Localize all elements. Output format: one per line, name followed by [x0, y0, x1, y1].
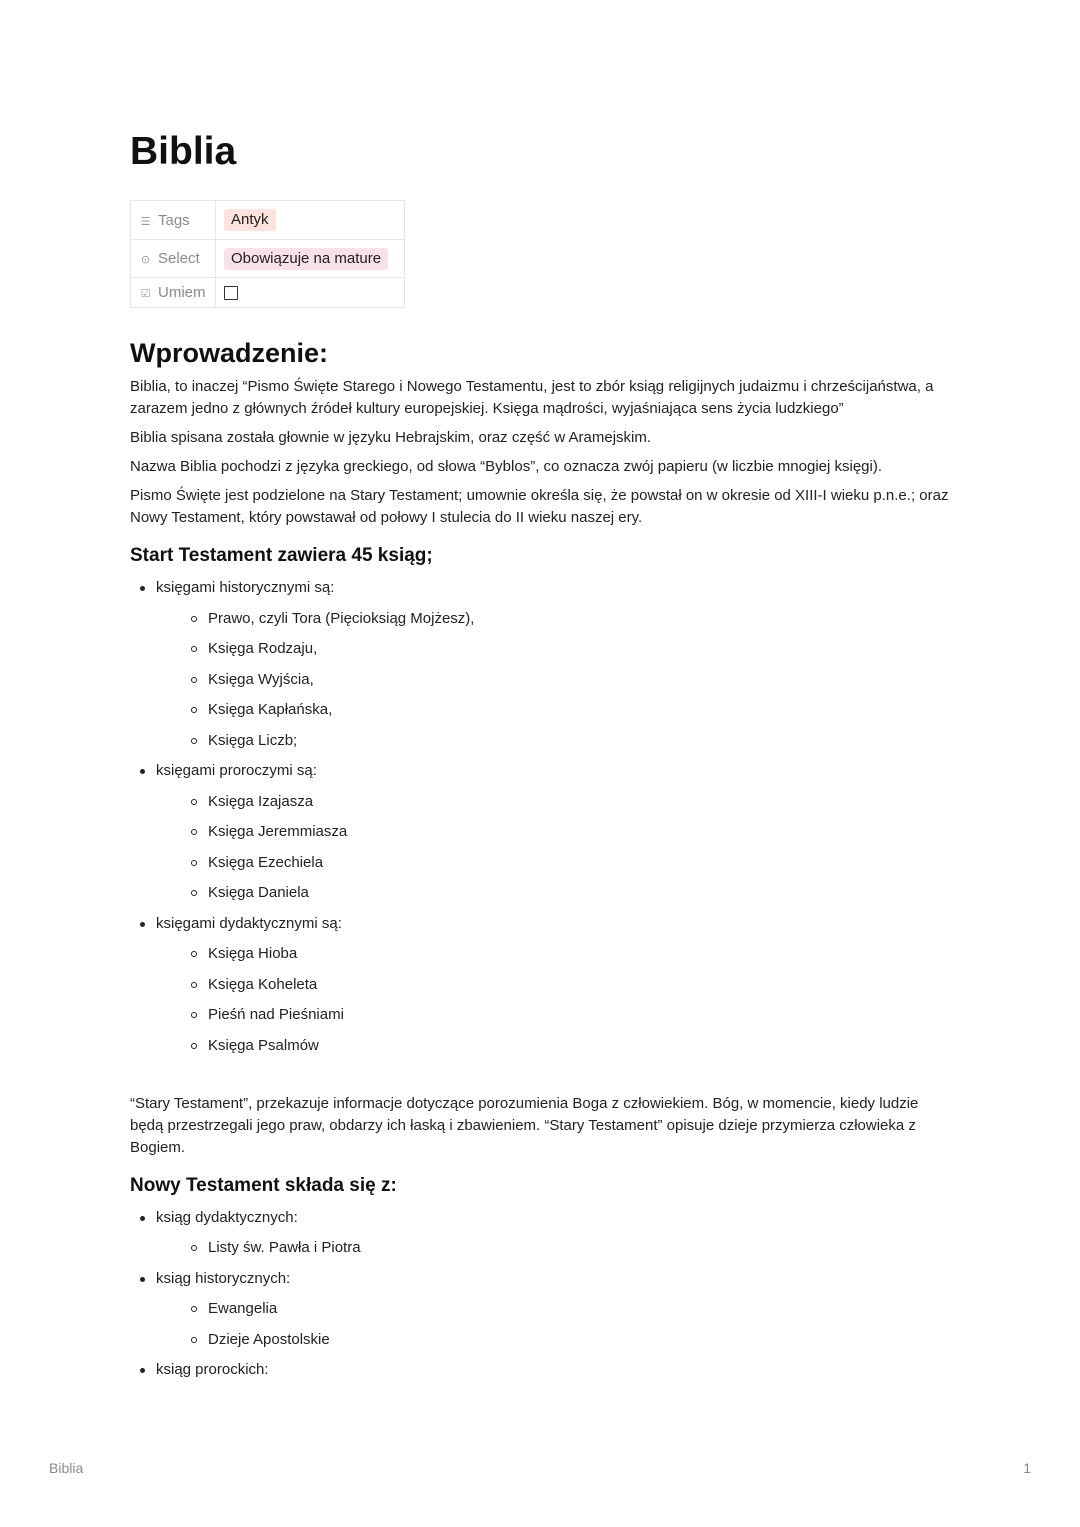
- sub-list: [156, 1237, 952, 1259]
- sub-list-item: Księga Psalmów: [156, 1035, 952, 1057]
- intro-heading: Wprowadzenie:: [130, 338, 329, 368]
- sub-list-item: Księga Izajasza: [156, 791, 952, 813]
- select-icon: ⊙: [140, 254, 151, 266]
- intro-paragraph: Biblia spisana została głownie w języku Hebrajskim, oraz część w Aramejskim.: [130, 429, 652, 446]
- sub-list-item: Księga Rodzaju,: [156, 638, 952, 660]
- property-row-tags: [131, 201, 405, 240]
- select-badge[interactable]: Obowiązuje na mature: [224, 248, 388, 270]
- sub-list-item: Listy św. Pawła i Piotra: [156, 1237, 952, 1259]
- property-label: Tags: [158, 211, 190, 229]
- list-item: [130, 760, 952, 904]
- list-item: [130, 1207, 952, 1260]
- sub-list-item: Pieśń nad Pieśniami: [156, 1004, 952, 1026]
- sub-list-item: Prawo, czyli Tora (Pięcioksiąg Mojżesz),: [156, 608, 952, 630]
- intro-section: [130, 376, 952, 529]
- sub-list-item: Księga Hioba: [156, 943, 952, 965]
- new-testament-heading: Nowy Testament składa się z:: [130, 1174, 397, 1196]
- intro-paragraph: Pismo Święte jest podzielone na Stary Testament; umownie określa się, że powstał on w okresie od XIII-I wieku p.n.e.; oraz Nowy Testament, który powstawał od połowy I stulecia do II wieku naszej ery.: [130, 487, 949, 526]
- sub-list-item: Księga Liczb;: [156, 730, 952, 752]
- properties-table: [130, 200, 405, 308]
- page-title: Biblia: [130, 130, 237, 173]
- list-item-label: ksiąg historycznych:: [156, 1269, 291, 1287]
- old-testament-heading: Start Testament zawiera 45 ksiąg;: [130, 545, 433, 566]
- list-icon: ☰: [140, 215, 151, 228]
- new-testament-list: [130, 1207, 952, 1382]
- list-item: [130, 1268, 952, 1351]
- sub-list-item: Księga Wyjścia,: [156, 669, 952, 691]
- document-page: [130, 128, 952, 1390]
- sub-list: [156, 1298, 952, 1351]
- property-label: Umiem: [158, 284, 206, 301]
- list-item-label: księgami proroczymi są:: [156, 762, 317, 779]
- list-item-label: księgami historycznymi są:: [156, 579, 335, 596]
- sub-list-item: Księga Daniela: [156, 882, 952, 904]
- property-row-umiem: [131, 278, 405, 308]
- list-item-label: ksiąg prorockich:: [156, 1361, 269, 1378]
- sub-list-item: Ewangelia: [156, 1298, 952, 1320]
- checkbox-icon: ☑: [140, 288, 151, 300]
- sub-list: [156, 943, 952, 1057]
- list-item: [130, 913, 952, 1057]
- page-number: 1: [1023, 1460, 1031, 1476]
- old-testament-summary: “Stary Testament”, przekazuje informacje dotyczące porozumienia Boga z człowiekiem. Bóg, w momencie, kiedy ludzie będą przestrzegali jego praw, obdarzy ich łaską i zbawieniem. “Stary Testament” opisuje dzieje przymierza człowieka z Bogiem.: [130, 1094, 919, 1156]
- intro-paragraph: Nazwa Biblia pochodzi z języka greckiego, od słowa “Byblos”, co oznacza zwój papieru (w liczbie mnogiej księgi).: [130, 458, 883, 475]
- sub-list-item: Księga Koheleta: [156, 974, 952, 996]
- footer-title: Biblia: [49, 1460, 84, 1476]
- sub-list: [156, 791, 952, 905]
- list-item: [130, 577, 952, 752]
- sub-list: [156, 608, 952, 752]
- intro-paragraph: Biblia, to inaczej “Pismo Święte Starego i Nowego Testamentu, jest to zbór ksiąg religijnych judaizmu i chrześcijaństwa, a zarazem jedno z głównych źródeł kultury europejskiej. Księga mądrości, wyjaśniająca sens życia ludzkiego”: [130, 378, 934, 417]
- old-testament-list: [130, 577, 952, 1057]
- list-item-label: księgami dydaktycznymi są:: [156, 914, 342, 932]
- property-label: Select: [158, 250, 200, 267]
- property-row-select: [131, 240, 405, 278]
- sub-list-item: Dzieje Apostolskie: [156, 1329, 952, 1351]
- tag-badge[interactable]: Antyk: [224, 209, 276, 231]
- list-item: [130, 1359, 952, 1381]
- sub-list-item: Księga Ezechiela: [156, 852, 952, 874]
- sub-list-item: Księga Jeremmiasza: [156, 821, 952, 843]
- umiem-checkbox[interactable]: [224, 286, 238, 300]
- list-item-label: ksiąg dydaktycznych:: [156, 1208, 298, 1226]
- sub-list-item: Księga Kapłańska,: [156, 699, 952, 721]
